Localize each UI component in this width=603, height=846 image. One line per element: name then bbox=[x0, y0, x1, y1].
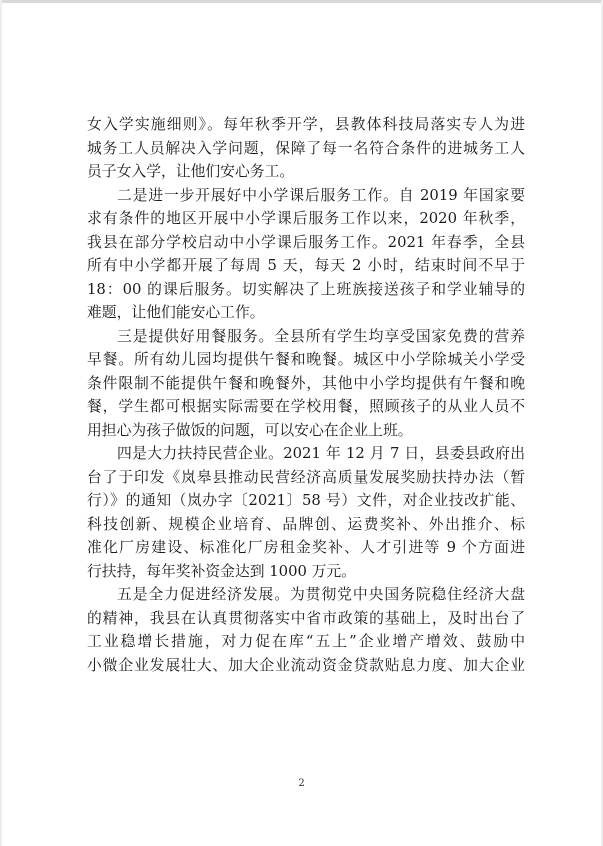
paragraph-1-line-1: 女入学实施细则》。每年秋季开学，县教体科技局落实专人为进 bbox=[87, 116, 525, 133]
paragraph-4-line-4: 科技创新、规模企业培育、品牌创、运费奖补、外出推介、标 bbox=[87, 515, 525, 533]
paragraph-1-line-2: 城务工人员解决入学问题，保障了每一名符合条件的进城务工人 bbox=[87, 139, 525, 157]
paragraph-2-line-4: 所有中小学都开展了每周 5 天，每天 2 小时，结束时间不早于 bbox=[87, 257, 525, 274]
paragraph-5-line-1: 五是全力促进经济发展。为贯彻党中央国务院稳住经济大盘 bbox=[117, 586, 525, 603]
page-left-edge bbox=[0, 0, 2, 846]
paragraph-3-line-3: 条件限制不能提供午餐和晚餐外，其他中小学均提供有午餐和晚 bbox=[87, 374, 525, 392]
paragraph-2-line-5: 18：00 的课后服务。切实解决了上班族接送孩子和学业辅导的 bbox=[87, 280, 525, 298]
paragraph-2-line-1: 二是进一步开展好中小学课后服务工作。自 2019 年国家要 bbox=[117, 186, 525, 204]
paragraph-3-line-4: 餐，学生都可根据实际需要在学校用餐，照顾孩子的从业人员不 bbox=[87, 398, 525, 415]
document-body bbox=[87, 113, 525, 677]
paragraph-2-line-3: 我县在部分学校启动中小学课后服务工作。2021 年春季，全县 bbox=[87, 233, 525, 251]
paragraph-4-line-3: 行）》的通知（岚办字〔2021〕58 号）文件，对企业技改扩能、 bbox=[87, 492, 525, 509]
paragraph-2-line-2: 求有条件的地区开展中小学课后服务工作以来，2020 年秋季， bbox=[87, 210, 525, 227]
paragraph-5-line-4: 小微企业发展壮大、加大企业流动资金贷款贴息力度、加大企业 bbox=[87, 656, 525, 674]
page-number: 2 bbox=[298, 778, 305, 789]
paragraph-4-line-5: 准化厂房建设、标准化厂房租金奖补、人才引进等 9 个方面进 bbox=[87, 539, 525, 556]
paragraph-4-line-1: 四是大力扶持民营企业。2021 年 12 月 7 日，县委县政府出 bbox=[117, 445, 525, 462]
paragraph-5-line-3: 工业稳增长措施，对力促在库“五上”企业增产增效、鼓励中 bbox=[87, 633, 525, 650]
paragraph-1-line-3: 员子女入学，让他们安心务工。 bbox=[87, 163, 295, 180]
paragraph-3-line-1: 三是提供好用餐服务。全县所有学生均享受国家免费的营养 bbox=[117, 327, 525, 345]
paragraph-4-line-2: 台了于印发《岚皋县推动民营经济高质量发展奖励扶持办法（暂 bbox=[87, 468, 525, 486]
paragraph-5-line-2: 的精神，我县在认真贯彻落实中省市政策的基础上，及时出台了 bbox=[87, 609, 525, 627]
paragraph-3-line-5: 用担心为孩子做饭的问题，可以安心在企业上班。 bbox=[87, 421, 413, 439]
paragraph-2-line-6: 难题，让他们能安心工作。 bbox=[87, 304, 265, 321]
paragraph-4-line-6: 行扶持，每年奖补资金达到 1000 万元。 bbox=[87, 562, 357, 580]
paragraph-3-line-2: 早餐。所有幼儿园均提供午餐和晚餐。城区中小学除城关小学受 bbox=[87, 351, 525, 368]
page-top-edge bbox=[0, 0, 603, 3]
